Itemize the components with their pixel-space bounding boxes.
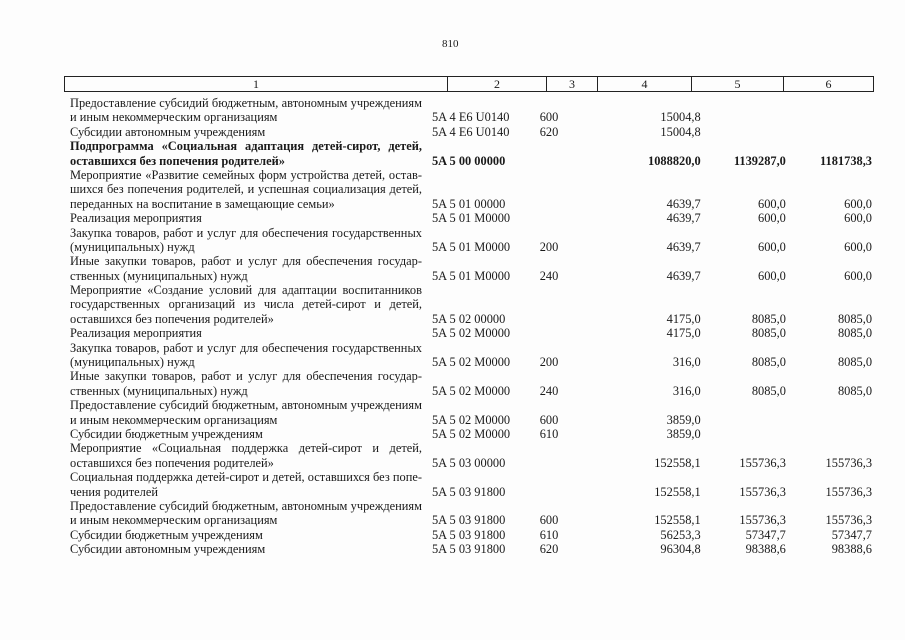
row-description bbox=[64, 254, 422, 283]
row-description bbox=[64, 211, 422, 225]
row-code: 5A 5 03 91800 bbox=[431, 542, 506, 557]
row-value-col6 bbox=[786, 110, 872, 124]
description-line: Субсидии бюджетным учреждениям bbox=[70, 527, 263, 542]
row-code: 5A 5 03 91800 bbox=[431, 513, 506, 528]
description-line: ственных (муниципальных) нужд bbox=[70, 383, 248, 398]
row-expense-type: 610 bbox=[539, 527, 559, 542]
header-col-5: 5 bbox=[691, 77, 783, 91]
row-description bbox=[64, 470, 422, 499]
row-code: 5A 5 02 00000 bbox=[431, 311, 506, 326]
row-description bbox=[64, 499, 422, 528]
description-line: Реализация мероприятия bbox=[70, 211, 202, 226]
row-value-col4: 316,0 bbox=[672, 383, 701, 398]
budget-table-body bbox=[64, 96, 872, 557]
row-value-col5: 8085,0 bbox=[751, 311, 786, 326]
row-code: 5A 5 00 00000 bbox=[431, 153, 506, 168]
description-line: государственных организаций из числа детей-сирот и детей, bbox=[70, 297, 422, 312]
row-value-col4: 15004,8 bbox=[660, 124, 701, 139]
row-code: 5A 5 03 91800 bbox=[431, 527, 506, 542]
table-row bbox=[64, 542, 872, 556]
row-code: 5A 5 02 M0000 bbox=[431, 426, 511, 441]
row-value-col4: 4639,7 bbox=[666, 268, 701, 283]
row-value-col5 bbox=[701, 125, 786, 139]
table-row bbox=[64, 211, 872, 225]
table-row bbox=[64, 283, 872, 326]
row-description bbox=[64, 528, 422, 542]
row-description bbox=[64, 283, 422, 326]
row-code: 5A 5 01 M0000 bbox=[431, 268, 511, 283]
row-expense-type bbox=[524, 211, 570, 225]
table-row bbox=[64, 96, 872, 125]
row-expense-type: 240 bbox=[539, 268, 559, 283]
row-value-col5 bbox=[701, 427, 786, 441]
row-value-col6 bbox=[786, 427, 872, 441]
description-line: Субсидии бюджетным учреждениям bbox=[70, 426, 263, 441]
row-description bbox=[64, 441, 422, 470]
row-value-col4: 152558,1 bbox=[654, 513, 701, 528]
description-line: Мероприятие «Развитие семейных форм устройства детей, остав- bbox=[70, 167, 422, 182]
row-expense-type: 610 bbox=[539, 426, 559, 441]
row-value-col6: 8085,0 bbox=[837, 326, 873, 341]
description-line: Иные закупки товаров, работ и услуг для обеспечения государ- bbox=[70, 254, 422, 269]
row-code: 5A 5 03 91800 bbox=[431, 484, 506, 499]
description-line: Мероприятие «Создание условий для адаптации воспитанников bbox=[70, 283, 422, 298]
description-line: и иным некоммерческим организациям bbox=[70, 110, 278, 125]
row-value-col4: 316,0 bbox=[672, 355, 701, 370]
row-value-col6: 600,0 bbox=[844, 211, 873, 226]
row-value-col6 bbox=[786, 413, 872, 427]
row-description bbox=[64, 139, 422, 168]
row-value-col4: 56253,3 bbox=[660, 527, 701, 542]
description-line: оставшихся без попечения родителей» bbox=[70, 455, 274, 470]
table-row bbox=[64, 470, 872, 499]
row-value-col6: 600,0 bbox=[844, 239, 873, 254]
row-code: 5A 5 02 M0000 bbox=[431, 412, 511, 427]
row-value-col5: 8085,0 bbox=[751, 355, 786, 370]
table-row bbox=[64, 398, 872, 427]
row-value-col6: 155736,3 bbox=[825, 513, 873, 528]
row-value-col6: 600,0 bbox=[844, 268, 873, 283]
header-col-6: 6 bbox=[783, 77, 873, 91]
table-row bbox=[64, 499, 872, 528]
table-row bbox=[64, 139, 872, 168]
table-row bbox=[64, 326, 872, 340]
row-expense-type: 600 bbox=[539, 110, 559, 125]
row-value-col5: 600,0 bbox=[758, 196, 786, 211]
row-value-col4: 152558,1 bbox=[654, 455, 701, 470]
row-value-col5: 57347,7 bbox=[745, 527, 786, 542]
row-value-col6: 57347,7 bbox=[831, 527, 873, 542]
description-line: Реализация мероприятия bbox=[70, 326, 202, 341]
description-line: ственных (муниципальных) нужд bbox=[70, 268, 248, 283]
description-line: Предоставление субсидий бюджетным, автономным учреждениям bbox=[70, 398, 422, 413]
row-value-col4: 4639,7 bbox=[666, 239, 701, 254]
row-expense-type bbox=[524, 154, 570, 168]
row-value-col4: 4639,7 bbox=[666, 196, 701, 211]
table-row bbox=[64, 528, 872, 542]
row-value-col5: 155736,3 bbox=[739, 484, 786, 499]
description-line: оставшихся без попечения родителей» bbox=[70, 153, 285, 168]
table-row bbox=[64, 369, 872, 398]
description-line: и иным некоммерческим организациям bbox=[70, 513, 278, 528]
row-code: 5A 5 01 00000 bbox=[431, 196, 506, 211]
row-code: 5A 4 E6 U0140 bbox=[431, 124, 510, 139]
row-value-col5: 155736,3 bbox=[739, 455, 786, 470]
row-value-col6: 155736,3 bbox=[825, 455, 873, 470]
row-expense-type bbox=[524, 312, 570, 326]
row-description bbox=[64, 542, 422, 556]
row-code: 5A 5 03 00000 bbox=[431, 455, 506, 470]
row-description bbox=[64, 326, 422, 340]
table-row bbox=[64, 341, 872, 370]
row-code: 5A 5 02 M0000 bbox=[431, 326, 511, 341]
table-row bbox=[64, 226, 872, 255]
row-description bbox=[64, 369, 422, 398]
row-value-col5 bbox=[701, 110, 786, 124]
row-expense-type bbox=[524, 326, 570, 340]
row-value-col5: 1139287,0 bbox=[733, 153, 786, 168]
description-line: Мероприятие «Социальная поддержка детей-сирот и детей, bbox=[70, 441, 422, 456]
header-col-1: 1 bbox=[253, 77, 259, 91]
description-line: (муниципальных) нужд bbox=[70, 355, 195, 370]
description-line: Закупка товаров, работ и услуг для обеспечения государственных bbox=[70, 340, 422, 355]
description-line: и иным некоммерческим организациям bbox=[70, 412, 278, 427]
row-description bbox=[64, 341, 422, 370]
row-expense-type: 200 bbox=[539, 355, 559, 370]
description-line: Субсидии автономным учреждениям bbox=[70, 542, 266, 557]
table-header bbox=[64, 76, 874, 92]
description-line: Подпрограмма «Социальная адаптация детей-сирот, детей, bbox=[70, 139, 422, 154]
row-value-col5: 155736,3 bbox=[739, 513, 786, 528]
row-value-col5: 8085,0 bbox=[751, 326, 786, 341]
row-expense-type: 620 bbox=[539, 542, 559, 557]
row-expense-type: 240 bbox=[539, 383, 559, 398]
row-value-col6: 8085,0 bbox=[837, 311, 873, 326]
row-expense-type: 600 bbox=[539, 412, 559, 427]
row-value-col5 bbox=[701, 413, 786, 427]
row-expense-type bbox=[524, 485, 570, 499]
header-col-4: 4 bbox=[597, 77, 691, 91]
row-expense-type: 200 bbox=[539, 239, 559, 254]
description-line: шихся без попечения родителей, и успешная социализация детей, bbox=[70, 182, 422, 197]
row-description bbox=[64, 96, 422, 125]
row-value-col5: 600,0 bbox=[758, 239, 786, 254]
row-value-col4: 3859,0 bbox=[666, 412, 701, 427]
table-row bbox=[64, 441, 872, 470]
row-code: 5A 5 02 M0000 bbox=[431, 355, 511, 370]
row-code: 5A 4 E6 U0140 bbox=[431, 110, 510, 125]
table-row bbox=[64, 125, 872, 139]
row-value-col6: 8085,0 bbox=[837, 383, 873, 398]
description-line: Субсидии автономным учреждениям bbox=[70, 124, 266, 139]
row-value-col4: 1088820,0 bbox=[648, 153, 701, 168]
row-description bbox=[64, 398, 422, 427]
row-value-col5: 98388,6 bbox=[745, 542, 786, 557]
row-value-col4: 4175,0 bbox=[666, 326, 701, 341]
row-value-col4: 96304,8 bbox=[660, 542, 701, 557]
row-description bbox=[64, 226, 422, 255]
description-line: Социальная поддержка детей-сирот и детей, оставшихся без попе- bbox=[70, 470, 422, 485]
row-description bbox=[64, 427, 422, 441]
row-expense-type: 620 bbox=[539, 124, 559, 139]
table-row bbox=[64, 168, 872, 211]
description-line: Закупка товаров, работ и услуг для обеспечения государственных bbox=[70, 225, 422, 240]
description-line: переданных на воспитание в замещающие семьи» bbox=[70, 196, 335, 211]
header-col-3: 3 bbox=[546, 77, 597, 91]
description-line: Предоставление субсидий бюджетным, автономным учреждениям bbox=[70, 96, 422, 110]
table-row bbox=[64, 254, 872, 283]
row-value-col5: 8085,0 bbox=[751, 383, 786, 398]
row-description bbox=[64, 168, 422, 211]
row-value-col4: 15004,8 bbox=[660, 110, 701, 125]
row-value-col6: 600,0 bbox=[844, 196, 873, 211]
table-row bbox=[64, 427, 872, 441]
row-expense-type bbox=[524, 197, 570, 211]
row-value-col6: 155736,3 bbox=[825, 484, 873, 499]
row-code: 5A 5 01 M0000 bbox=[431, 239, 511, 254]
row-code: 5A 5 01 M0000 bbox=[431, 211, 511, 226]
description-line: чения родителей bbox=[70, 484, 158, 499]
row-value-col6: 8085,0 bbox=[837, 355, 873, 370]
row-expense-type bbox=[524, 456, 570, 470]
row-value-col4: 4175,0 bbox=[666, 311, 701, 326]
description-line: оставшихся без попечения родителей» bbox=[70, 311, 274, 326]
row-value-col5: 600,0 bbox=[758, 211, 786, 226]
row-value-col4: 4639,7 bbox=[666, 211, 701, 226]
description-line: Предоставление субсидий бюджетным, автономным учреждениям bbox=[70, 498, 422, 513]
row-description bbox=[64, 125, 422, 139]
description-line: Иные закупки товаров, работ и услуг для обеспечения государ- bbox=[70, 369, 422, 384]
page-number: 810 bbox=[442, 38, 459, 50]
row-value-col6: 98388,6 bbox=[831, 542, 873, 557]
row-value-col6 bbox=[786, 125, 872, 139]
row-code: 5A 5 02 M0000 bbox=[431, 383, 511, 398]
row-value-col4: 152558,1 bbox=[654, 484, 701, 499]
row-value-col6: 1181738,3 bbox=[820, 153, 873, 168]
row-value-col4: 3859,0 bbox=[666, 426, 701, 441]
row-value-col5: 600,0 bbox=[758, 268, 786, 283]
description-line: (муниципальных) нужд bbox=[70, 239, 195, 254]
row-expense-type: 600 bbox=[539, 513, 559, 528]
header-col-2: 2 bbox=[447, 77, 546, 91]
